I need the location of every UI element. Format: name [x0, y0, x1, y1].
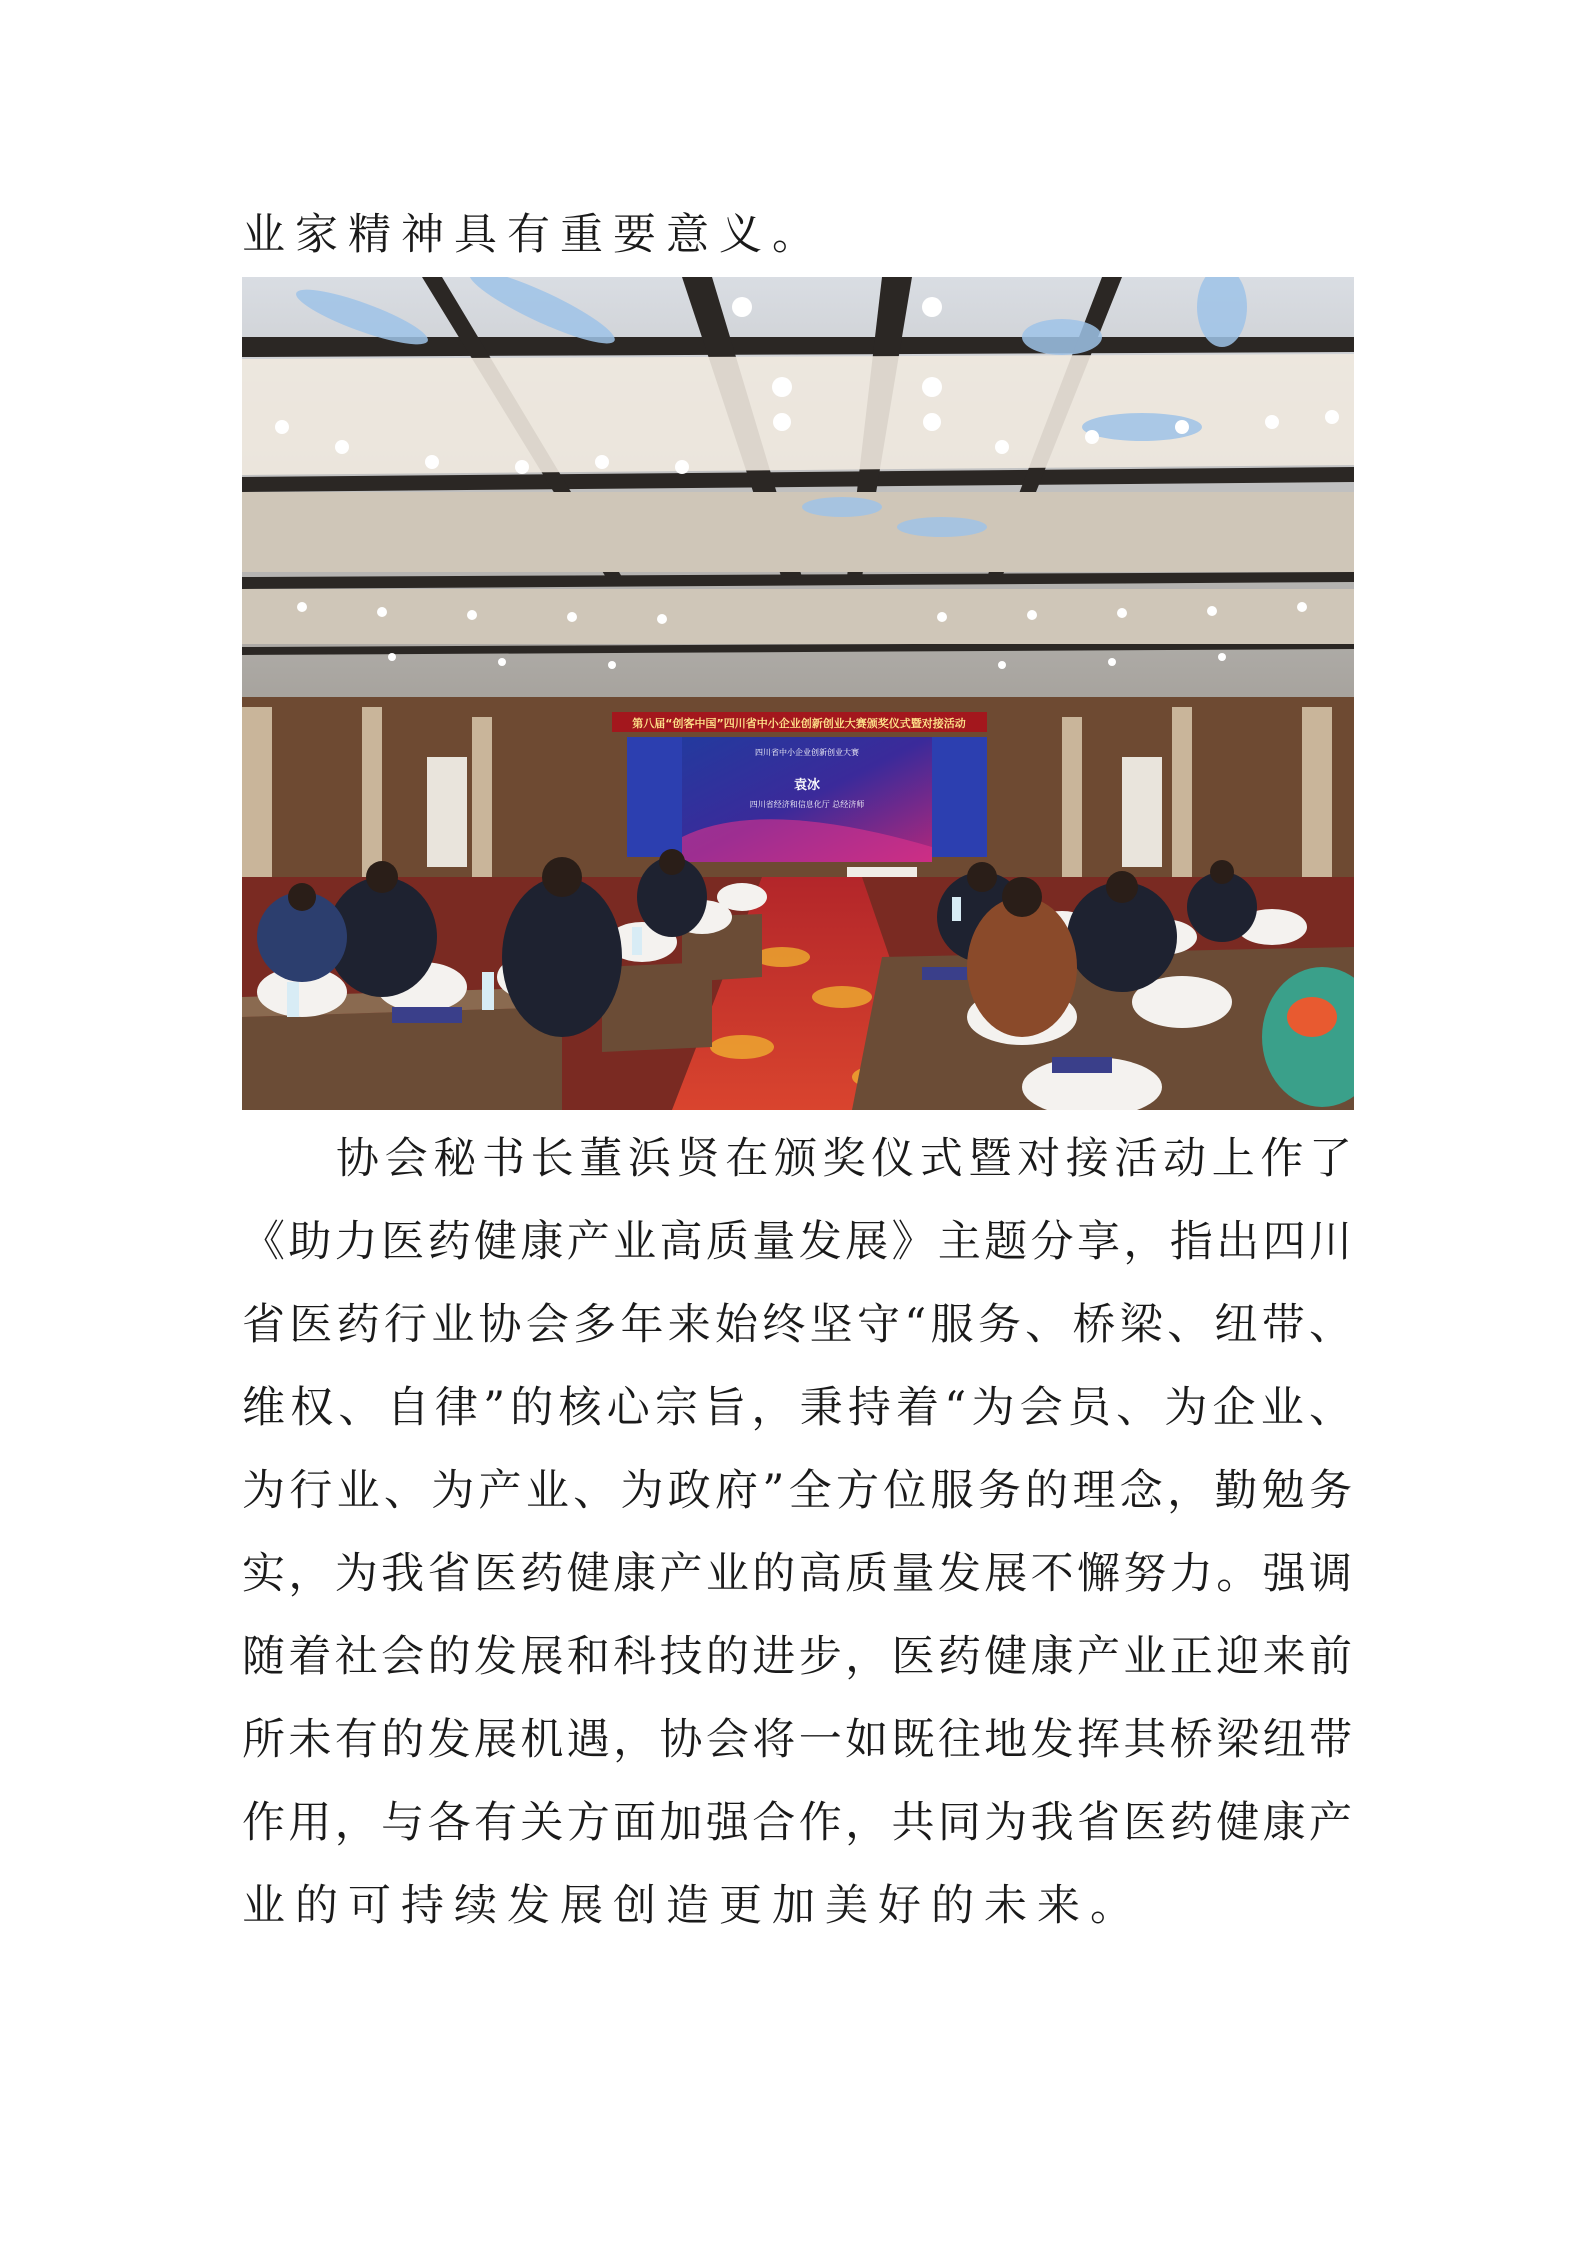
- paragraph-line-5: 为行业、为产业、为政府”全方位服务的理念，勤勉务: [242, 1466, 1352, 1516]
- lead-line: 业家精神具有重要意义。: [242, 210, 825, 260]
- paragraph-line-2: 《助力医药健康产业高质量发展》主题分享，指出四川: [242, 1217, 1352, 1267]
- paragraph-line-4: 维权、自律”的核心宗旨，秉持着“为会员、为企业、: [242, 1383, 1352, 1433]
- paragraph-line-8: 所未有的发展机遇，协会将一如既往地发挥其桥梁纽带: [242, 1715, 1352, 1765]
- paragraph-line-6: 实，为我省医药健康产业的高质量发展不懈努力。强调: [242, 1549, 1352, 1599]
- paragraph-line-10: 业的可持续发展创造更加美好的未来。: [242, 1881, 1143, 1931]
- screen-name-text: 袁冰: [793, 778, 821, 793]
- paragraph-line-7: 随着社会的发展和科技的进步，医药健康产业正迎来前: [242, 1632, 1352, 1682]
- conference-photo: [242, 277, 1354, 1110]
- screen-title-text: 四川省中小企业创新创业大赛: [755, 748, 859, 757]
- screen-subtitle-text: 四川省经济和信息化厅 总经济师: [749, 800, 865, 809]
- paragraph-line-1: 协会秘书长董浜贤在颁奖仪式暨对接活动上作了: [336, 1134, 1352, 1184]
- stage-banner-text: 第八届“创客中国”四川省中小企业创新创业大赛颁奖仪式暨对接活动: [632, 717, 966, 730]
- paragraph-line-3: 省医药行业协会多年来始终坚守“服务、桥梁、纽带、: [242, 1300, 1352, 1350]
- paragraph-line-9: 作用，与各有关方面加强合作，共同为我省医药健康产: [242, 1798, 1352, 1848]
